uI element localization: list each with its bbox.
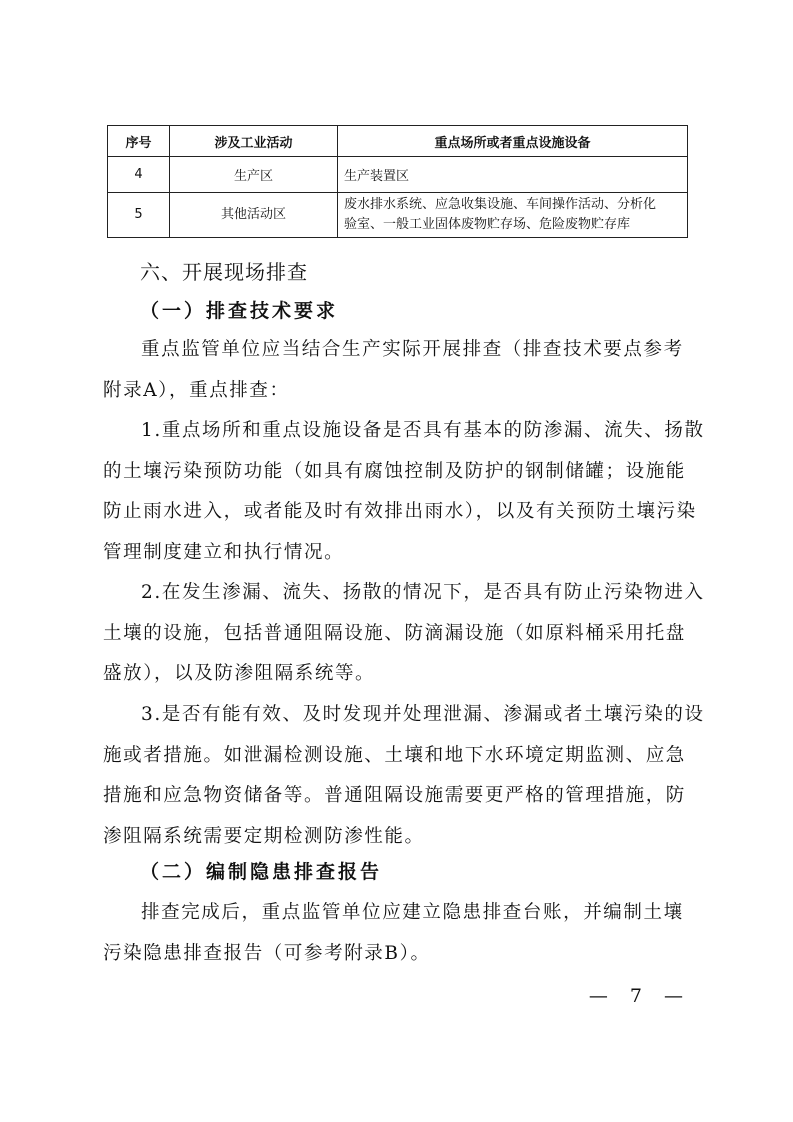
section-heading: 六、开展现场排查 (140, 260, 308, 284)
paragraph-line: 施或者措施。如泄漏检测设施、土壤和地下水环境定期监测、应急 (103, 744, 686, 766)
page-number: — 7 — (588, 985, 691, 1007)
paragraph-line: 盛放），以及防渗阻隔系统等。 (103, 663, 376, 684)
paragraph-item-2 (103, 573, 705, 695)
subsection-heading-1: （一）排查技术要求 (140, 300, 339, 322)
paragraph-intro (103, 330, 691, 411)
table-row (108, 157, 688, 193)
header-seq: 序号 (108, 126, 170, 157)
paragraph-item-3 (103, 695, 705, 857)
paragraph-line: 管理制度建立和执行情况。 (103, 541, 345, 563)
paragraph-line: 措施和应急物资储备等。普通阻隔设施需要更严格的管理措施，防 (103, 785, 686, 806)
cell-location-line: 废水排水系统、应急收集设施、车间操作活动、分析化 (344, 197, 657, 212)
cell-location-line: 生产装置区 (344, 169, 410, 184)
cell-seq: 4 (108, 157, 170, 193)
paragraph-line: 土壤的设施，包括普通阻隔设施、防滴漏设施（如原料桶采用托盘 (103, 622, 686, 644)
paragraph-line: 3.是否有能有效、及时发现并处理泄漏、渗漏或者土壤污染的设 (141, 704, 705, 725)
header-location: 重点场所或者重点设施设备 (338, 126, 688, 157)
table-header-row (108, 126, 688, 157)
paragraph-line: 重点监管单位应当结合生产实际开展排查（排查技术要点参考 (141, 339, 684, 360)
paragraph-line: 渗阻隔系统需要定期检测防渗性能。 (103, 825, 425, 847)
facility-table (107, 125, 688, 238)
paragraph-line: 的土壤污染预防功能（如具有腐蚀控制及防护的钢制储罐；设施能 (103, 460, 686, 482)
paragraph-line: 附录A），重点排查： (103, 379, 290, 401)
subsection-heading-2: （二）编制隐患排查报告 (140, 861, 383, 883)
paragraph-report (103, 893, 691, 974)
paragraph-item-1 (103, 411, 705, 573)
cell-activity: 其他活动区 (170, 193, 338, 238)
cell-location (338, 193, 688, 238)
paragraph-line: 污染隐患排查报告（可参考附录B）。 (103, 942, 431, 964)
paragraph-line: 2.在发生渗漏、流失、扬散的情况下，是否具有防止污染物进入 (141, 582, 705, 603)
table-row (108, 193, 688, 238)
cell-location (338, 157, 688, 193)
cell-seq: 5 (108, 193, 170, 238)
header-activity: 涉及工业活动 (170, 126, 338, 157)
paragraph-line: 1.重点场所和重点设施设备是否具有基本的防渗漏、流失、扬散 (141, 420, 705, 441)
paragraph-line: 排查完成后，重点监管单位应建立隐患排查台账，并编制土壤 (141, 902, 684, 923)
cell-activity: 生产区 (170, 157, 338, 193)
paragraph-line: 防止雨水进入，或者能及时有效排出雨水），以及有关预防土壤污染 (103, 501, 697, 522)
cell-location-line: 验室、一般工业固体废物贮存场、危险废物贮存库 (344, 217, 631, 232)
